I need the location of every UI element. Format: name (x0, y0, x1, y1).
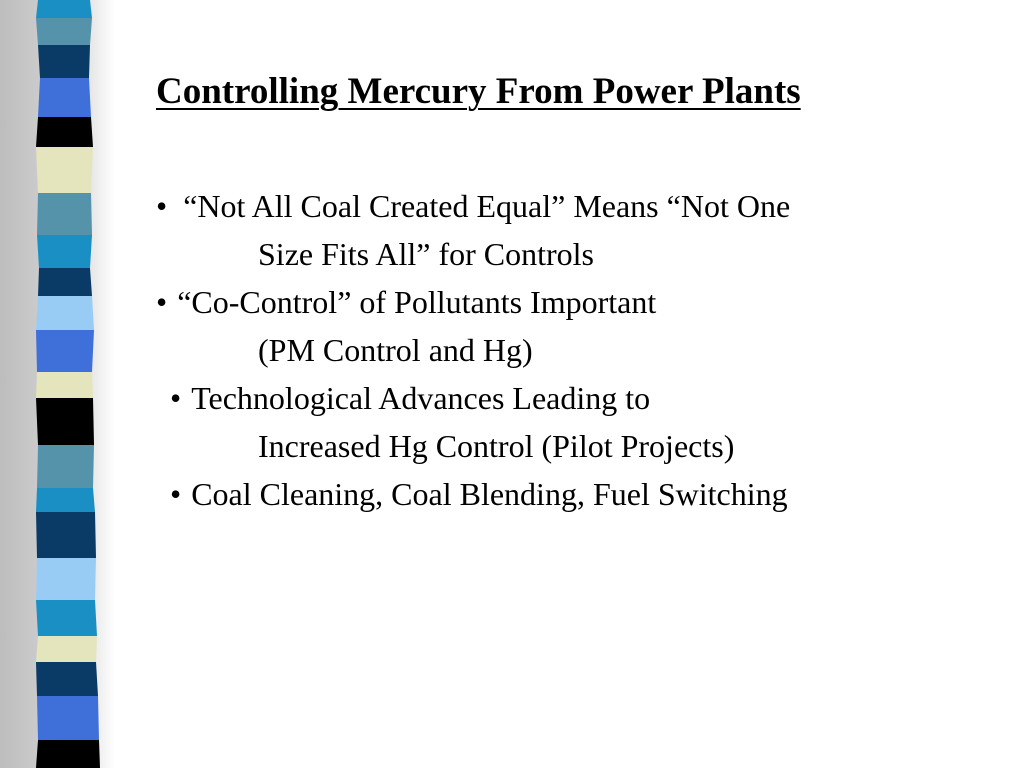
strip-block (38, 45, 90, 78)
bullet-4-text: Coal Cleaning, Coal Blending, Fuel Switching (191, 476, 788, 512)
strip-block (36, 488, 95, 512)
bullet-2-text: “Co-Control” of Pollutants Important (177, 284, 657, 320)
bullet-1 (156, 186, 790, 226)
strip-block (38, 268, 92, 296)
bullet-marker: • (170, 380, 182, 416)
strip-block (37, 235, 92, 268)
bullet-marker: • (156, 284, 168, 320)
strip-block (38, 78, 91, 117)
strip-block (37, 696, 99, 740)
bullet-2 (156, 282, 656, 322)
bullet-marker: • (156, 188, 168, 224)
strip-block (36, 636, 97, 662)
strip-block (36, 117, 93, 147)
bullet-3-text: Technological Advances Leading to (191, 380, 651, 416)
bullet-3-continuation: Increased Hg Control (Pilot Projects) (258, 428, 735, 464)
strip-block (36, 18, 92, 45)
strip-block (36, 0, 92, 18)
bullet-2-continuation: (PM Control and Hg) (258, 332, 533, 368)
strip-block (37, 445, 94, 488)
strip-block (36, 662, 98, 696)
slide-title: Controlling Mercury From Power Plants (156, 71, 801, 112)
bullet-1-continuation: Size Fits All” for Controls (258, 236, 594, 272)
strip-block (36, 296, 94, 330)
bullet-1-text: “Not All Coal Created Equal” Means “Not One (183, 188, 791, 224)
bullet-marker: • (170, 476, 182, 512)
strip-block (36, 398, 94, 445)
strip-block (37, 193, 92, 235)
strip-block (36, 558, 96, 600)
strip-block (36, 740, 100, 768)
strip-block (36, 372, 93, 398)
bullet-3 (170, 378, 650, 418)
strip-block (36, 600, 97, 636)
strip-block (36, 330, 94, 372)
strip-block (36, 512, 96, 558)
strip-block (36, 147, 93, 193)
bullet-4 (170, 474, 788, 514)
